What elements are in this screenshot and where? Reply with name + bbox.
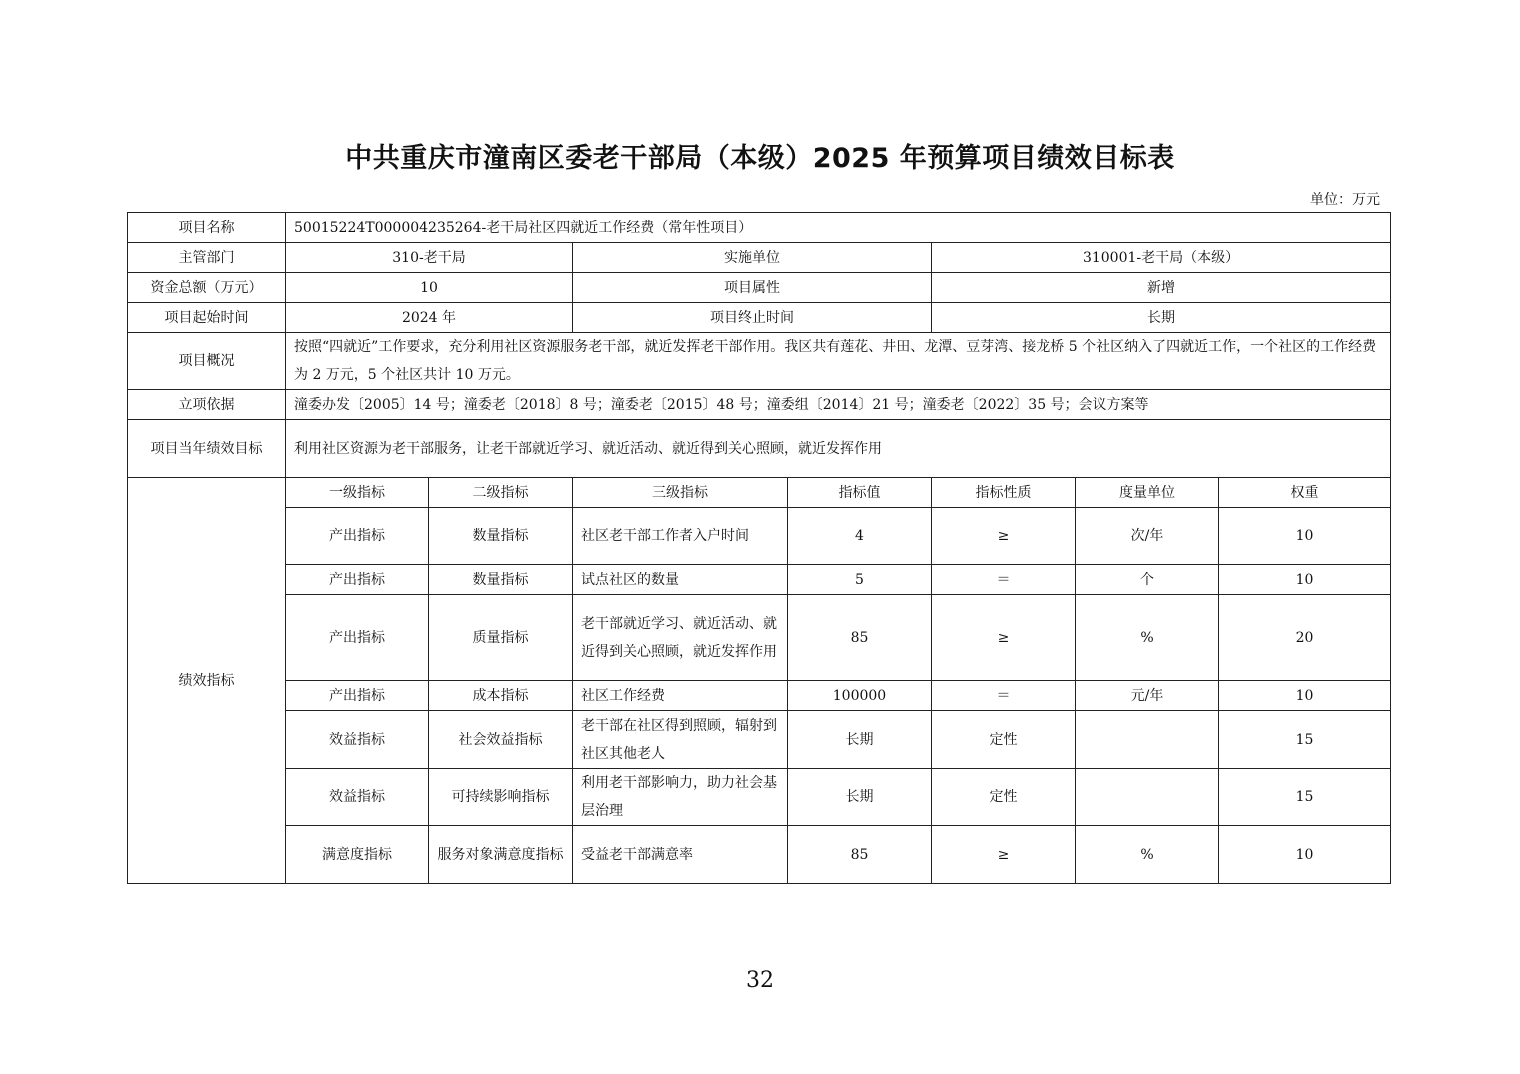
cell-l1: 产出指标 xyxy=(286,508,429,565)
goal-label: 项目当年绩效目标 xyxy=(128,420,286,478)
header-weight: 权重 xyxy=(1219,478,1391,508)
basis-label: 立项依据 xyxy=(128,390,286,420)
cell-l3: 试点社区的数量 xyxy=(573,565,788,595)
cell-l2: 社会效益指标 xyxy=(429,711,573,769)
cell-nature: ≥ xyxy=(932,595,1076,681)
cell-l3: 社区老干部工作者入户时间 xyxy=(573,508,788,565)
cell-nature: ≥ xyxy=(932,508,1076,565)
cell-nature: ＝ xyxy=(932,565,1076,595)
overview-label: 项目概况 xyxy=(128,333,286,390)
cell-value: 长期 xyxy=(788,711,932,769)
table-row xyxy=(128,826,1391,884)
funds-value: 10 xyxy=(286,273,573,303)
cell-l1: 产出指标 xyxy=(286,595,429,681)
cell-value: 85 xyxy=(788,826,932,884)
cell-l2: 质量指标 xyxy=(429,595,573,681)
header-l1: 一级指标 xyxy=(286,478,429,508)
cell-l2: 数量指标 xyxy=(429,565,573,595)
cell-value: 100000 xyxy=(788,681,932,711)
cell-unit xyxy=(1076,769,1219,826)
table-row xyxy=(128,711,1391,769)
cell-l2: 服务对象满意度指标 xyxy=(429,826,573,884)
cell-l2: 数量指标 xyxy=(429,508,573,565)
cell-value: 4 xyxy=(788,508,932,565)
cell-l3: 受益老干部满意率 xyxy=(573,826,788,884)
cell-value: 85 xyxy=(788,595,932,681)
table-row xyxy=(128,681,1391,711)
goal-value: 利用社区资源为老干部服务，让老干部就近学习、就近活动、就近得到关心照顾，就近发挥作用 xyxy=(286,420,1391,478)
table-row xyxy=(128,565,1391,595)
funds-label: 资金总额（万元） xyxy=(128,273,286,303)
row-project-name xyxy=(128,213,1391,243)
unit-label: 单位：万元 xyxy=(1310,192,1380,208)
end-label: 项目终止时间 xyxy=(573,303,932,333)
cell-unit: % xyxy=(1076,595,1219,681)
basis-value: 潼委办发〔2005〕14 号；潼委老〔2018〕8 号；潼委老〔2015〕48 号；潼委组〔2014〕21 号；潼委老〔2022〕35 号；会议方案等 xyxy=(286,390,1391,420)
cell-l3: 利用老干部影响力，助力社会基层治理 xyxy=(573,769,788,826)
cell-l1: 效益指标 xyxy=(286,769,429,826)
row-goal xyxy=(128,420,1391,478)
cell-unit: % xyxy=(1076,826,1219,884)
row-overview xyxy=(128,333,1391,390)
attr-value: 新增 xyxy=(932,273,1391,303)
header-l2: 二级指标 xyxy=(429,478,573,508)
cell-l1: 产出指标 xyxy=(286,565,429,595)
header-value: 指标值 xyxy=(788,478,932,508)
budget-table xyxy=(127,212,1391,884)
cell-unit: 次/年 xyxy=(1076,508,1219,565)
dept-label: 主管部门 xyxy=(128,243,286,273)
cell-value: 长期 xyxy=(788,769,932,826)
cell-weight: 10 xyxy=(1219,826,1391,884)
start-value: 2024 年 xyxy=(286,303,573,333)
row-dept xyxy=(128,243,1391,273)
cell-weight: 10 xyxy=(1219,565,1391,595)
cell-l3: 老干部在社区得到照顾，辐射到社区其他老人 xyxy=(573,711,788,769)
cell-weight: 15 xyxy=(1219,711,1391,769)
cell-nature: ≥ xyxy=(932,826,1076,884)
cell-weight: 10 xyxy=(1219,681,1391,711)
dept-value: 310-老干局 xyxy=(286,243,573,273)
project-name-label: 项目名称 xyxy=(128,213,286,243)
cell-l1: 产出指标 xyxy=(286,681,429,711)
row-funds xyxy=(128,273,1391,303)
row-basis xyxy=(128,390,1391,420)
overview-value: 按照“四就近”工作要求，充分利用社区资源服务老干部，就近发挥老干部作用。我区共有莲花、井田、龙潭、豆芽湾、接龙桥 5 个社区纳入了四就近工作，一个社区的工作经费为 2 万元，5 个社区共计 10 万元。 xyxy=(286,333,1391,390)
cell-nature: 定性 xyxy=(932,711,1076,769)
cell-l1: 满意度指标 xyxy=(286,826,429,884)
table-row xyxy=(128,769,1391,826)
perf-label: 绩效指标 xyxy=(128,478,286,884)
project-name-value: 50015224T000004235264-老干局社区四就近工作经费（常年性项目） xyxy=(286,213,1391,243)
cell-nature: ＝ xyxy=(932,681,1076,711)
cell-unit xyxy=(1076,711,1219,769)
cell-nature: 定性 xyxy=(932,769,1076,826)
cell-weight: 15 xyxy=(1219,769,1391,826)
cell-l3: 社区工作经费 xyxy=(573,681,788,711)
attr-label: 项目属性 xyxy=(573,273,932,303)
impl-label: 实施单位 xyxy=(573,243,932,273)
cell-l1: 效益指标 xyxy=(286,711,429,769)
page-title: 中共重庆市潼南区委老干部局（本级）2025 年预算项目绩效目标表 xyxy=(345,143,1175,174)
table-row xyxy=(128,508,1391,565)
table-row xyxy=(128,595,1391,681)
cell-value: 5 xyxy=(788,565,932,595)
header-unit: 度量单位 xyxy=(1076,478,1219,508)
cell-weight: 10 xyxy=(1219,508,1391,565)
cell-unit: 元/年 xyxy=(1076,681,1219,711)
cell-unit: 个 xyxy=(1076,565,1219,595)
cell-weight: 20 xyxy=(1219,595,1391,681)
perf-header-row xyxy=(128,478,1391,508)
header-nature: 指标性质 xyxy=(932,478,1076,508)
row-period xyxy=(128,303,1391,333)
start-label: 项目起始时间 xyxy=(128,303,286,333)
impl-value: 310001-老干局（本级） xyxy=(932,243,1391,273)
end-value: 长期 xyxy=(932,303,1391,333)
cell-l2: 成本指标 xyxy=(429,681,573,711)
page-number: 32 xyxy=(746,968,774,993)
cell-l3: 老干部就近学习、就近活动、就近得到关心照顾，就近发挥作用 xyxy=(573,595,788,681)
cell-l2: 可持续影响指标 xyxy=(429,769,573,826)
header-l3: 三级指标 xyxy=(573,478,788,508)
